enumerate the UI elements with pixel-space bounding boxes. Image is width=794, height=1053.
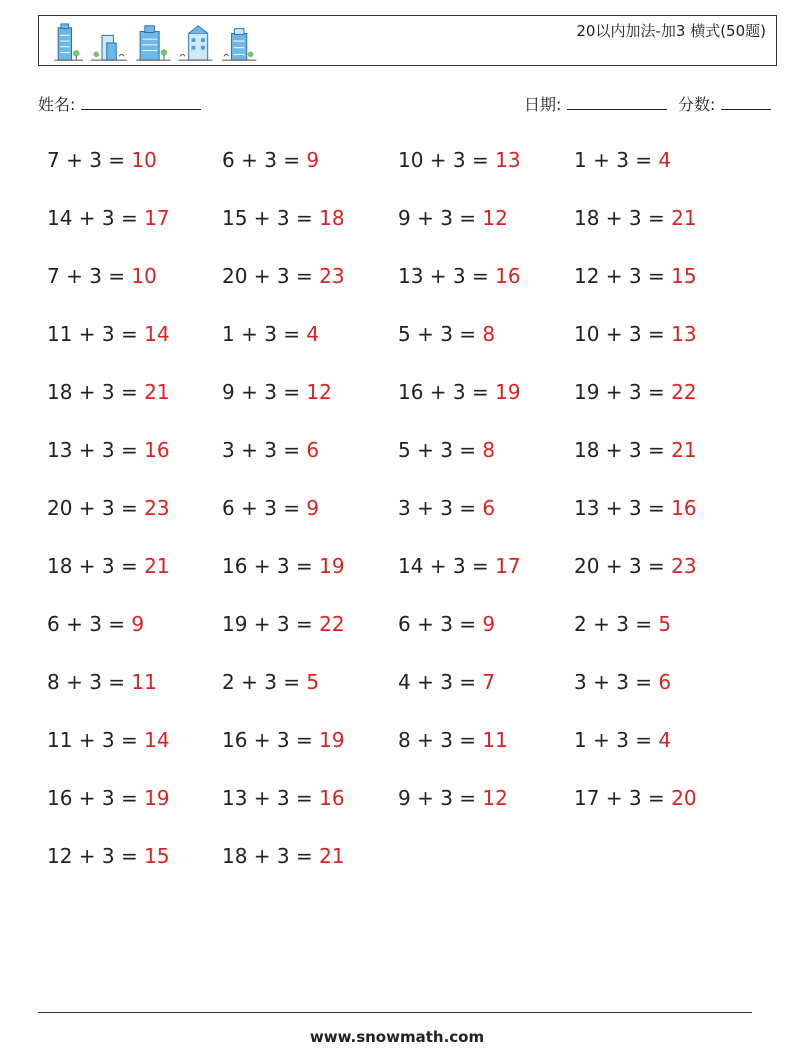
problem-question: 4 + 3 = <box>398 670 483 694</box>
problem-item <box>398 206 508 230</box>
problem-item <box>222 264 345 288</box>
score-label: 分数: <box>678 95 716 114</box>
problem-question: 6 + 3 = <box>47 612 132 636</box>
problem-answer: 6 <box>306 438 320 462</box>
problem-question: 17 + 3 = <box>574 786 672 810</box>
apartment-building-icon <box>178 26 212 60</box>
footer-divider <box>38 1012 752 1013</box>
problem-answer: 21 <box>144 380 170 404</box>
problem-item <box>47 380 170 404</box>
problem-answer: 22 <box>319 612 345 636</box>
problem-item <box>574 264 697 288</box>
problem-item <box>47 612 144 636</box>
problem-question: 1 + 3 = <box>574 728 659 752</box>
problem-answer: 15 <box>671 264 697 288</box>
problem-item <box>398 786 508 810</box>
problem-answer: 22 <box>671 380 697 404</box>
problem-question: 3 + 3 = <box>574 670 659 694</box>
problem-question: 6 + 3 = <box>398 612 483 636</box>
problem-answer: 5 <box>306 670 320 694</box>
problem-question: 13 + 3 = <box>47 438 145 462</box>
building-icons <box>47 22 277 62</box>
problem-question: 18 + 3 = <box>47 554 145 578</box>
problem-answer: 7 <box>482 670 496 694</box>
problem-item <box>398 728 508 752</box>
problem-question: 13 + 3 = <box>574 496 672 520</box>
problem-item <box>398 380 521 404</box>
problem-item <box>574 496 697 520</box>
problem-item <box>47 438 170 462</box>
problem-question: 3 + 3 = <box>222 438 307 462</box>
problem-item <box>47 554 170 578</box>
problem-item <box>222 670 319 694</box>
problem-answer: 23 <box>671 554 697 578</box>
problem-answer: 11 <box>131 670 157 694</box>
problem-item <box>47 496 170 520</box>
problem-item <box>222 496 319 520</box>
problem-answer: 14 <box>144 728 170 752</box>
problem-question: 3 + 3 = <box>398 496 483 520</box>
problem-item <box>222 206 345 230</box>
problem-question: 16 + 3 = <box>398 380 496 404</box>
problem-item <box>47 728 170 752</box>
problem-item <box>574 380 697 404</box>
problem-question: 9 + 3 = <box>398 786 483 810</box>
problem-answer: 15 <box>144 844 170 868</box>
problem-answer: 9 <box>306 148 320 172</box>
problem-answer: 10 <box>131 264 157 288</box>
problem-question: 5 + 3 = <box>398 322 483 346</box>
problem-item <box>574 206 697 230</box>
problem-question: 13 + 3 = <box>398 264 496 288</box>
problem-answer: 20 <box>671 786 697 810</box>
problem-answer: 19 <box>319 554 345 578</box>
problem-answer: 6 <box>658 670 672 694</box>
problem-answer: 16 <box>671 496 697 520</box>
problem-answer: 9 <box>306 496 320 520</box>
problem-answer: 21 <box>671 206 697 230</box>
problem-item <box>222 554 345 578</box>
problem-question: 18 + 3 = <box>47 380 145 404</box>
problem-question: 20 + 3 = <box>574 554 672 578</box>
problem-item <box>398 670 495 694</box>
problem-answer: 4 <box>306 322 320 346</box>
problem-answer: 9 <box>482 612 496 636</box>
problem-item <box>222 438 319 462</box>
problem-item <box>222 844 345 868</box>
problem-answer: 11 <box>482 728 508 752</box>
problem-question: 7 + 3 = <box>47 148 132 172</box>
name-field <box>38 92 201 115</box>
problem-question: 6 + 3 = <box>222 148 307 172</box>
problem-question: 13 + 3 = <box>222 786 320 810</box>
problem-item <box>222 148 319 172</box>
problem-question: 18 + 3 = <box>574 206 672 230</box>
problem-item <box>574 728 671 752</box>
problem-item <box>574 148 671 172</box>
problem-question: 5 + 3 = <box>398 438 483 462</box>
problem-item <box>47 786 170 810</box>
score-field <box>678 92 771 115</box>
problem-answer: 16 <box>495 264 521 288</box>
skyscraper-icon <box>136 26 170 60</box>
problem-question: 8 + 3 = <box>398 728 483 752</box>
worksheet-header <box>38 15 777 66</box>
problem-question: 16 + 3 = <box>47 786 145 810</box>
problem-item <box>47 844 170 868</box>
problem-question: 10 + 3 = <box>398 148 496 172</box>
problem-question: 19 + 3 = <box>222 612 320 636</box>
problem-answer: 21 <box>319 844 345 868</box>
problem-answer: 19 <box>144 786 170 810</box>
problem-item <box>398 554 521 578</box>
problem-item <box>47 206 170 230</box>
problem-answer: 9 <box>131 612 145 636</box>
problem-answer: 13 <box>495 148 521 172</box>
name-blank[interactable] <box>81 95 201 110</box>
problem-answer: 17 <box>144 206 170 230</box>
problem-answer: 18 <box>319 206 345 230</box>
problem-question: 18 + 3 = <box>222 844 320 868</box>
problem-answer: 8 <box>482 438 496 462</box>
problem-item <box>222 786 345 810</box>
problem-answer: 17 <box>495 554 521 578</box>
problem-item <box>47 322 170 346</box>
problem-item <box>222 728 345 752</box>
date-blank[interactable] <box>567 95 667 110</box>
problem-answer: 12 <box>306 380 332 404</box>
problem-question: 11 + 3 = <box>47 728 145 752</box>
problem-item <box>47 264 157 288</box>
problem-question: 20 + 3 = <box>47 496 145 520</box>
problem-item <box>47 148 157 172</box>
problem-item <box>574 786 697 810</box>
problem-answer: 12 <box>482 786 508 810</box>
problem-item <box>47 670 157 694</box>
problem-question: 10 + 3 = <box>574 322 672 346</box>
problem-answer: 4 <box>658 148 672 172</box>
problem-answer: 14 <box>144 322 170 346</box>
problem-answer: 13 <box>671 322 697 346</box>
date-label: 日期: <box>524 95 562 114</box>
problem-answer: 19 <box>319 728 345 752</box>
date-field <box>524 92 667 115</box>
problem-answer: 21 <box>671 438 697 462</box>
problem-item <box>574 612 671 636</box>
problem-item <box>398 438 495 462</box>
problem-answer: 12 <box>482 206 508 230</box>
problem-question: 6 + 3 = <box>222 496 307 520</box>
footer-url: www.snowmath.com <box>309 1028 485 1046</box>
problem-item <box>574 670 671 694</box>
problem-item <box>574 554 697 578</box>
problem-item <box>398 148 521 172</box>
problem-question: 9 + 3 = <box>398 206 483 230</box>
city-buildings-icon <box>91 35 127 60</box>
problem-answer: 10 <box>131 148 157 172</box>
problem-item <box>398 322 495 346</box>
problem-answer: 23 <box>319 264 345 288</box>
problem-question: 12 + 3 = <box>574 264 672 288</box>
problem-question: 12 + 3 = <box>47 844 145 868</box>
problem-answer: 23 <box>144 496 170 520</box>
problem-question: 14 + 3 = <box>398 554 496 578</box>
score-blank[interactable] <box>721 95 771 110</box>
problem-question: 16 + 3 = <box>222 554 320 578</box>
office-building-icon <box>54 24 83 60</box>
problem-question: 18 + 3 = <box>574 438 672 462</box>
problem-question: 1 + 3 = <box>222 322 307 346</box>
problem-item <box>398 496 495 520</box>
problem-question: 16 + 3 = <box>222 728 320 752</box>
problem-answer: 21 <box>144 554 170 578</box>
problem-item <box>222 612 345 636</box>
problem-answer: 16 <box>319 786 345 810</box>
problem-answer: 16 <box>144 438 170 462</box>
problem-answer: 4 <box>658 728 672 752</box>
problem-question: 1 + 3 = <box>574 148 659 172</box>
problem-question: 14 + 3 = <box>47 206 145 230</box>
worksheet-title: 20以内加法-加3 横式(50题) <box>576 22 766 40</box>
problem-answer: 5 <box>658 612 672 636</box>
problem-item <box>398 264 521 288</box>
problem-question: 2 + 3 = <box>574 612 659 636</box>
problem-item <box>398 612 495 636</box>
problem-item <box>222 380 332 404</box>
problem-item <box>574 322 697 346</box>
problem-question: 15 + 3 = <box>222 206 320 230</box>
problem-question: 20 + 3 = <box>222 264 320 288</box>
problem-item <box>222 322 319 346</box>
problem-question: 19 + 3 = <box>574 380 672 404</box>
problem-answer: 8 <box>482 322 496 346</box>
problem-item <box>574 438 697 462</box>
tower-building-icon <box>222 29 256 60</box>
problem-answer: 6 <box>482 496 496 520</box>
problem-answer: 19 <box>495 380 521 404</box>
problem-question: 8 + 3 = <box>47 670 132 694</box>
problem-question: 9 + 3 = <box>222 380 307 404</box>
problem-question: 2 + 3 = <box>222 670 307 694</box>
problem-question: 7 + 3 = <box>47 264 132 288</box>
problem-question: 11 + 3 = <box>47 322 145 346</box>
name-label: 姓名: <box>38 95 76 114</box>
